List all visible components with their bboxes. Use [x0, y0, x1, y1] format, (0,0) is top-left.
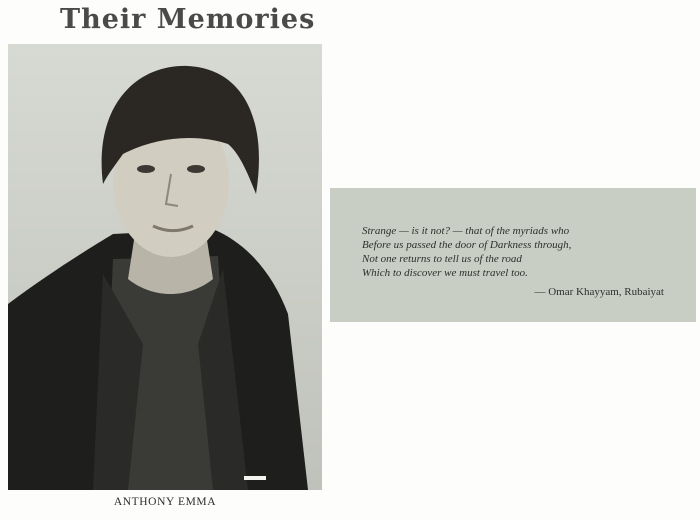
eye-left — [137, 165, 155, 173]
quote-line: Which to discover we must travel too. — [362, 267, 528, 279]
portrait-caption: ANTHONY EMMA — [113, 496, 217, 508]
portrait-photo — [8, 44, 322, 490]
eye-right — [187, 165, 205, 173]
portrait-illustration — [8, 44, 322, 490]
quote-attribution: — Omar Khayyam, Rubaiyat — [534, 286, 664, 298]
photo-mark — [244, 476, 266, 480]
page-title: Their Memories — [60, 4, 316, 35]
quote-text — [362, 224, 692, 280]
quote-line: Not one returns to tell us of the road — [362, 253, 522, 265]
quote-line: Strange — is it not? — that of the myriads who — [362, 225, 570, 237]
quote-line: Before us passed the door of Darkness through, — [362, 239, 572, 251]
quote-panel — [330, 188, 696, 322]
